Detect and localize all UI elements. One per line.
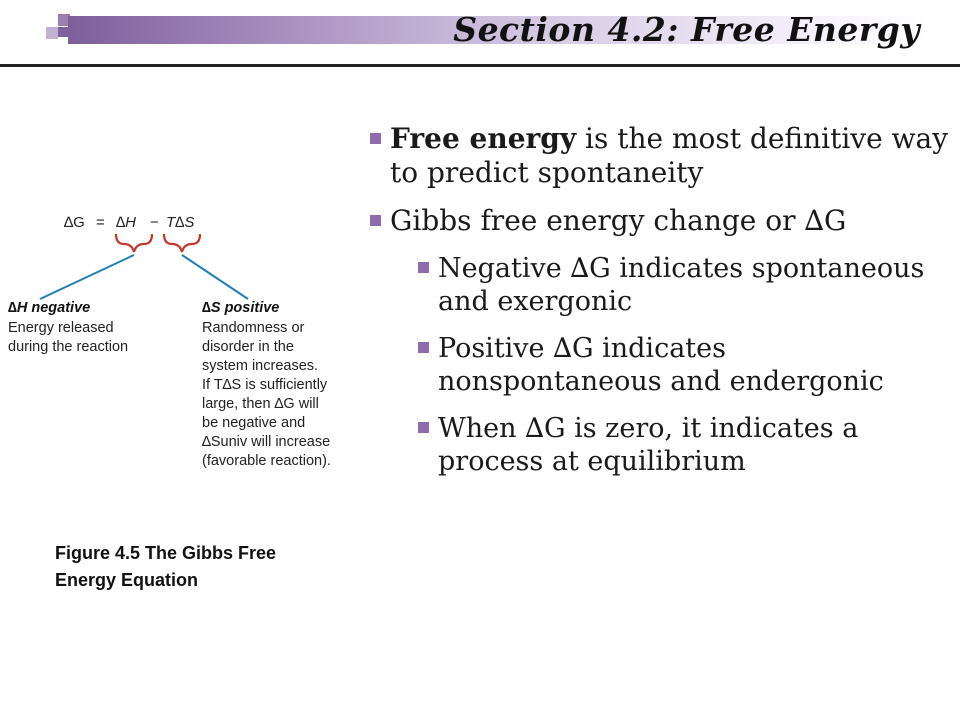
connector-line-right: [182, 255, 248, 299]
header-divider: [0, 64, 960, 67]
brace-right: [164, 234, 200, 252]
eq-delta-h: ∆H: [116, 214, 137, 231]
delta-h-title: ∆H negative: [8, 300, 91, 316]
sub-bullet-text: Negative ∆G indicates spontaneous and exergonic: [438, 253, 925, 317]
bullet-square-icon: [418, 342, 429, 353]
connector-line-left: [40, 255, 134, 299]
sub-bullet-zero: [418, 412, 950, 478]
bullet-square-icon: [370, 133, 381, 144]
bullet-gibbs: [370, 204, 950, 238]
bullet-square-icon: [418, 262, 429, 273]
bullet-square-icon: [370, 215, 381, 226]
bullet-bold-term: Free energy: [390, 122, 577, 155]
bullet-text: is the most definitive way to predict spontaneity: [390, 122, 949, 189]
eq-minus: −: [150, 214, 159, 231]
sub-bullet-text: Positive ∆G indicates nonspontaneous and endergonic: [438, 333, 884, 397]
eq-equals: =: [96, 214, 105, 231]
sub-bullet-positive: [418, 332, 950, 398]
brace-left: [116, 234, 152, 252]
eq-delta-g: ∆G: [64, 214, 85, 231]
bullet-free-energy: [370, 122, 950, 190]
sub-bullet-negative: [418, 252, 950, 318]
bullet-square-icon: [418, 422, 429, 433]
sub-bullet-text: When ∆G is zero, it indicates a process at equilibrium: [438, 413, 859, 477]
gibbs-equation-figure: [0, 200, 380, 510]
decorative-square: [58, 27, 68, 37]
slide-header: [0, 0, 960, 70]
bullet-list: [370, 122, 950, 492]
delta-s-title: ∆S positive: [202, 300, 280, 316]
figure-caption: Figure 4.5 The Gibbs Free Energy Equation: [55, 543, 277, 590]
delta-h-description: Energy released during the reaction: [8, 320, 129, 355]
decorative-square: [46, 27, 58, 39]
eq-t-delta-s: T∆S: [166, 214, 195, 231]
delta-s-description: Randomness or disorder in the system increases. If T∆S is sufficiently large, then ∆G will be negative and ∆Suniv will increase (favorable reaction).: [202, 320, 331, 469]
section-title: Section 4.2: Free Energy: [453, 10, 920, 49]
bullet-text: Gibbs free energy change or ∆G: [390, 204, 847, 237]
